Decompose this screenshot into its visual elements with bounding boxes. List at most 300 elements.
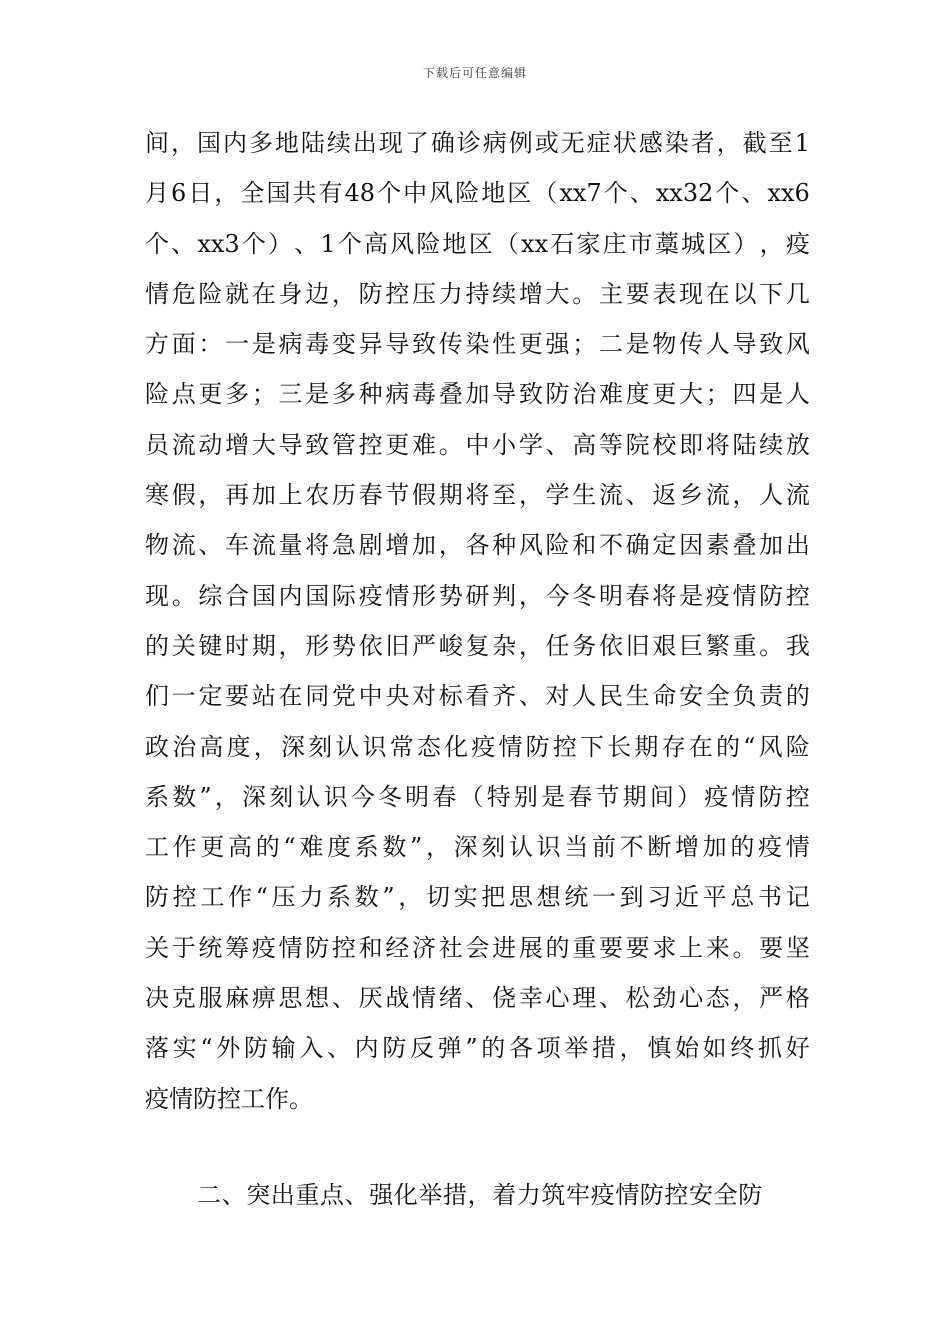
glyph: 冬 (377, 782, 402, 811)
glyph: 命 (652, 682, 677, 711)
paragraph-line (145, 269, 810, 319)
glyph: 状 (612, 129, 637, 157)
glyph: 多 (225, 380, 250, 409)
glyph: 导 (278, 430, 303, 459)
glyph: 区 (468, 229, 493, 258)
glyph: 。 (572, 279, 597, 308)
glyph: 痹 (251, 984, 276, 1013)
paragraph-line (145, 219, 810, 269)
glyph: 、 (198, 531, 223, 560)
glyph: 工 (145, 833, 169, 862)
glyph: 将 (465, 481, 490, 510)
glyph: 心 (545, 984, 570, 1013)
glyph: 流 (705, 481, 730, 510)
glyph: 势 (331, 631, 356, 660)
glyph: 即 (679, 430, 704, 459)
glyph: 48 (344, 179, 376, 208)
glyph: 急 (331, 531, 356, 560)
glyph: 举 (564, 1034, 589, 1063)
glyph: xx (521, 229, 549, 258)
glyph: 期 (251, 631, 276, 660)
glyph: 反 (410, 1034, 434, 1063)
glyph: 防 (305, 933, 330, 962)
glyph: “ (255, 883, 268, 912)
glyph: 政 (145, 732, 169, 761)
glyph: 要 (225, 682, 250, 711)
glyph: 形 (412, 581, 437, 610)
glyph: ： (198, 330, 223, 359)
glyph: 实 (172, 1034, 197, 1063)
glyph: 关 (171, 631, 196, 660)
glyph: 或 (534, 129, 559, 157)
section-heading: 二、突出重点、强化举措，着力筑牢疫情防控安全防 (197, 1181, 763, 1209)
glyph: ） (733, 229, 758, 258)
glyph: 认 (296, 782, 321, 811)
glyph: 上 (679, 933, 704, 962)
glyph: 数 (354, 883, 379, 912)
glyph: 要 (625, 933, 650, 962)
glyph: 克 (171, 984, 196, 1013)
glyph: 决 (145, 984, 169, 1013)
glyph: 物 (652, 330, 677, 359)
glyph: ， (732, 481, 757, 510)
glyph: 区 (507, 179, 532, 208)
glyph: 节 (385, 481, 410, 510)
glyph: 地 (442, 229, 467, 258)
glyph: 个 (337, 229, 362, 258)
glyph: 系 (354, 833, 379, 862)
glyph: 格 (785, 984, 810, 1013)
glyph: 防 (758, 782, 783, 811)
glyph: 好 (785, 1034, 810, 1063)
glyph: 系 (326, 883, 351, 912)
glyph: 素 (705, 531, 730, 560)
paragraph-line (145, 520, 810, 570)
glyph: ” (199, 782, 212, 811)
paragraph-line (145, 671, 810, 721)
glyph: 风 (429, 179, 454, 208)
glyph: ， (518, 481, 543, 510)
glyph: 石 (550, 229, 575, 258)
glyph: 中 (358, 682, 383, 711)
glyph: 以 (732, 279, 757, 308)
glyph: ， (198, 481, 223, 510)
glyph: 导 (492, 380, 517, 409)
paragraph-line (145, 118, 810, 168)
glyph: 当 (564, 833, 589, 862)
glyph: 校 (652, 430, 677, 459)
glyph: 。 (438, 430, 463, 459)
glyph: 不 (598, 531, 623, 560)
glyph: 加 (465, 380, 490, 409)
glyph: 四 (732, 380, 757, 409)
glyph: 艰 (652, 631, 677, 660)
glyph: 国 (266, 179, 291, 208)
glyph: 在 (251, 279, 276, 308)
glyph: 深 (280, 732, 305, 761)
glyph: 情 (278, 933, 303, 962)
glyph: ， (331, 279, 356, 308)
glyph: 地 (274, 129, 299, 157)
glyph: 疫 (704, 782, 729, 811)
glyph: 染 (465, 330, 490, 359)
glyph: 厌 (358, 984, 383, 1013)
glyph: 院 (625, 430, 650, 459)
glyph: 节 (595, 782, 620, 811)
glyph: 。 (759, 631, 784, 660)
glyph: 的 (785, 682, 810, 711)
glyph: 压 (412, 279, 437, 308)
glyph: 藁 (654, 229, 679, 258)
glyph: 毒 (412, 380, 437, 409)
glyph: 毒 (305, 330, 330, 359)
glyph: 下 (759, 279, 784, 308)
glyph: ； (572, 330, 597, 359)
glyph: ， (253, 732, 278, 761)
glyph: 度 (625, 380, 650, 409)
glyph: 民 (598, 682, 623, 711)
glyph: 态 (705, 984, 730, 1013)
glyph: 想 (536, 883, 561, 912)
glyph: 春 (568, 782, 593, 811)
glyph: 将 (305, 531, 330, 560)
glyph: ， (398, 883, 423, 912)
glyph: 致 (759, 330, 784, 359)
glyph: 者 (690, 129, 715, 157)
glyph: 期 (438, 481, 463, 510)
glyph: xx3 (197, 229, 240, 258)
glyph: 流 (598, 481, 623, 510)
glyph: 险 (198, 279, 223, 308)
glyph: 假 (171, 481, 196, 510)
glyph: 难 (299, 833, 324, 862)
glyph: 键 (198, 631, 223, 660)
glyph: 侥 (492, 984, 517, 1013)
glyph: 内 (354, 1034, 379, 1063)
glyph: 全 (240, 179, 265, 208)
glyph: 种 (492, 531, 517, 560)
glyph: 风 (785, 330, 810, 359)
glyph: 、 (741, 179, 766, 208)
glyph: 异 (358, 330, 383, 359)
glyph: 存 (661, 732, 686, 761)
glyph: 更 (200, 833, 225, 862)
glyph: 险 (145, 380, 169, 409)
glyph: 续 (326, 129, 351, 157)
glyph: 平 (702, 883, 727, 912)
glyph: 至 (492, 481, 517, 510)
glyph: 社 (438, 933, 463, 962)
glyph: 是 (251, 330, 276, 359)
glyph: 将 (652, 581, 677, 610)
glyph: 党 (331, 682, 356, 711)
glyph: 全 (705, 682, 730, 711)
glyph: 经 (385, 933, 410, 962)
glyph: 个 (377, 179, 402, 208)
glyph: 在 (688, 732, 713, 761)
glyph: 安 (679, 682, 704, 711)
glyph: 流 (251, 531, 276, 560)
glyph: 二 (598, 330, 623, 359)
glyph: 返 (652, 481, 677, 510)
glyph: 杂 (492, 631, 517, 660)
glyph: ， (732, 984, 757, 1013)
glyph: 险 (545, 531, 570, 560)
glyph: 学 (518, 430, 543, 459)
glyph: 控 (331, 933, 356, 962)
glyph: 识 (362, 732, 387, 761)
glyph: ， (438, 531, 463, 560)
glyph: 势 (438, 581, 463, 610)
glyph: 叠 (438, 380, 463, 409)
glyph: 疫 (358, 581, 383, 610)
glyph: 是 (679, 581, 704, 610)
glyph: 续 (492, 279, 517, 308)
glyph: 是 (759, 380, 784, 409)
glyph: 务 (572, 631, 597, 660)
glyph: 增 (225, 430, 250, 459)
glyph: 在 (705, 279, 730, 308)
glyph: 终 (730, 1034, 755, 1063)
glyph: 致 (412, 330, 437, 359)
glyph: 月 (145, 179, 169, 208)
glyph: 流 (171, 430, 196, 459)
glyph: ” (465, 1034, 478, 1063)
glyph: 高 (228, 833, 253, 862)
glyph: 心 (679, 984, 704, 1013)
glyph: 现 (378, 129, 403, 157)
glyph: 变 (331, 330, 356, 359)
glyph: （ (533, 179, 558, 208)
glyph: 控 (785, 782, 810, 811)
glyph: 的 (145, 631, 169, 660)
glyph: 关 (145, 933, 169, 962)
glyph: 抓 (758, 1034, 783, 1063)
glyph: 加 (759, 531, 784, 560)
glyph: 陆 (300, 129, 325, 157)
glyph: 地 (481, 179, 506, 208)
glyph: 员 (145, 430, 169, 459)
glyph: 总 (730, 883, 755, 912)
glyph: 国 (196, 129, 221, 157)
glyph: 长 (607, 732, 632, 761)
glyph: 的 (481, 1034, 506, 1063)
glyph: 系 (145, 782, 169, 811)
glyph: 乡 (679, 481, 704, 510)
glyph: 深 (242, 782, 267, 811)
glyph: 旧 (385, 631, 410, 660)
glyph: 多 (248, 129, 273, 157)
glyph: xx7 (559, 179, 602, 208)
glyph: 明 (405, 782, 430, 811)
glyph: 就 (225, 279, 250, 308)
glyph: 求 (652, 933, 677, 962)
glyph: 化 (444, 732, 469, 761)
glyph: 险 (785, 732, 810, 761)
glyph: 现 (145, 581, 169, 610)
glyph: 上 (278, 481, 303, 510)
glyph: 加 (702, 833, 727, 862)
glyph: （ (459, 782, 484, 811)
glyph: 今 (545, 581, 570, 610)
glyph: 大 (679, 380, 704, 409)
glyph: 依 (358, 631, 383, 660)
glyph: 难 (598, 380, 623, 409)
glyph: 合 (225, 581, 250, 610)
glyph: 统 (198, 933, 223, 962)
glyph: 重 (572, 933, 597, 962)
glyph: 病 (278, 330, 303, 359)
glyph: 研 (465, 581, 490, 610)
glyph: 持 (465, 279, 490, 308)
glyph: 对 (412, 682, 437, 711)
glyph: 中 (465, 430, 490, 459)
glyph: 风 (518, 531, 543, 560)
glyph: 和 (572, 531, 597, 560)
glyph: 大 (545, 279, 570, 308)
glyph: 春 (625, 581, 650, 610)
glyph: 治 (572, 380, 597, 409)
glyph: 有 (318, 179, 343, 208)
glyph: 慎 (647, 1034, 672, 1063)
glyph: 站 (251, 682, 276, 711)
glyph: 控 (358, 430, 383, 459)
glyph: 例 (508, 129, 533, 157)
glyph: 认 (335, 732, 360, 761)
glyph: 加 (251, 481, 276, 510)
glyph: 边 (305, 279, 330, 308)
glyph: 们 (145, 682, 169, 711)
glyph: 增 (518, 279, 543, 308)
glyph: 各 (465, 531, 490, 560)
glyph: 情 (145, 279, 169, 308)
glyph: 防 (382, 1034, 407, 1063)
glyph: 巨 (679, 631, 704, 660)
glyph: “ (283, 833, 296, 862)
glyph: 点 (171, 380, 196, 409)
paragraph-line (145, 973, 810, 1023)
glyph: 情 (785, 833, 810, 862)
glyph: 放 (785, 430, 810, 459)
glyph: 控 (552, 732, 577, 761)
paragraph-line (145, 923, 810, 973)
glyph: 人 (759, 481, 784, 510)
glyph: 控 (785, 581, 810, 610)
glyph: 、 (545, 430, 570, 459)
glyph: 防 (358, 279, 383, 308)
glyph: 寒 (145, 481, 169, 510)
glyph: 疫 (251, 933, 276, 962)
glyph: 共 (292, 179, 317, 208)
glyph: 现 (679, 279, 704, 308)
glyph: 庄 (602, 229, 627, 258)
glyph: 济 (412, 933, 437, 962)
glyph: 因 (679, 531, 704, 560)
glyph: ， (759, 229, 784, 258)
glyph: 防 (545, 380, 570, 409)
glyph: 严 (412, 631, 437, 660)
glyph: 学 (545, 481, 570, 510)
glyph: 历 (331, 481, 356, 510)
glyph: 度 (226, 732, 251, 761)
glyph: 断 (647, 833, 672, 862)
glyph: 书 (758, 883, 783, 912)
glyph: 、 (518, 682, 543, 711)
glyph: 劲 (652, 984, 677, 1013)
paragraph-line (145, 369, 810, 419)
glyph: ， (214, 782, 239, 811)
glyph: 重 (732, 631, 757, 660)
glyph: ， (716, 129, 741, 157)
glyph: 力 (438, 279, 463, 308)
glyph: ， (619, 1034, 644, 1063)
glyph: 的 (730, 833, 755, 862)
glyph: 流 (171, 531, 196, 560)
paragraph-line (145, 621, 810, 671)
glyph: 要 (759, 933, 784, 962)
glyph: 情 (385, 581, 410, 610)
glyph: 作 (172, 833, 197, 862)
glyph: 人 (785, 380, 810, 409)
glyph: 幸 (518, 984, 543, 1013)
glyph: 续 (759, 430, 784, 459)
glyph: 、 (294, 229, 319, 258)
glyph: 来 (705, 933, 730, 962)
glyph: 识 (323, 782, 348, 811)
glyph: 下 (580, 732, 604, 761)
glyph: 服 (198, 984, 223, 1013)
glyph: 假 (412, 481, 437, 510)
glyph: ， (278, 631, 303, 660)
glyph: 疫 (705, 581, 730, 610)
glyph: 防 (525, 732, 550, 761)
glyph: 如 (702, 1034, 727, 1063)
glyph: 叠 (732, 531, 757, 560)
glyph: 期 (634, 732, 659, 761)
glyph: 切 (425, 883, 450, 912)
glyph: 内 (278, 581, 303, 610)
glyph: 别 (513, 782, 538, 811)
glyph: 刻 (308, 732, 333, 761)
glyph: 春 (432, 782, 457, 811)
glyph: 日 (188, 179, 213, 208)
glyph: 、 (629, 179, 654, 208)
glyph: 作 (228, 883, 253, 912)
glyph: 高 (572, 430, 597, 459)
glyph: 进 (492, 933, 517, 962)
glyph: 间 (145, 129, 169, 157)
glyph: 明 (598, 581, 623, 610)
glyph: 加 (412, 531, 437, 560)
glyph: 措 (591, 1034, 616, 1063)
glyph: 常 (389, 732, 414, 761)
glyph: 筹 (225, 933, 250, 962)
glyph: 种 (358, 380, 383, 409)
glyph: 我 (785, 631, 810, 660)
glyph: 前 (591, 833, 616, 862)
glyph: xx32 (655, 179, 714, 208)
glyph: 严 (759, 984, 784, 1013)
glyph: 更 (198, 380, 223, 409)
glyph: 是 (625, 330, 650, 359)
glyph: 依 (598, 631, 623, 660)
paragraph-line (145, 168, 810, 218)
glyph: 形 (305, 631, 330, 660)
glyph: 特 (486, 782, 511, 811)
body-paragraph (145, 118, 810, 1124)
glyph: 防 (243, 1034, 268, 1063)
glyph: 1 (794, 129, 810, 157)
